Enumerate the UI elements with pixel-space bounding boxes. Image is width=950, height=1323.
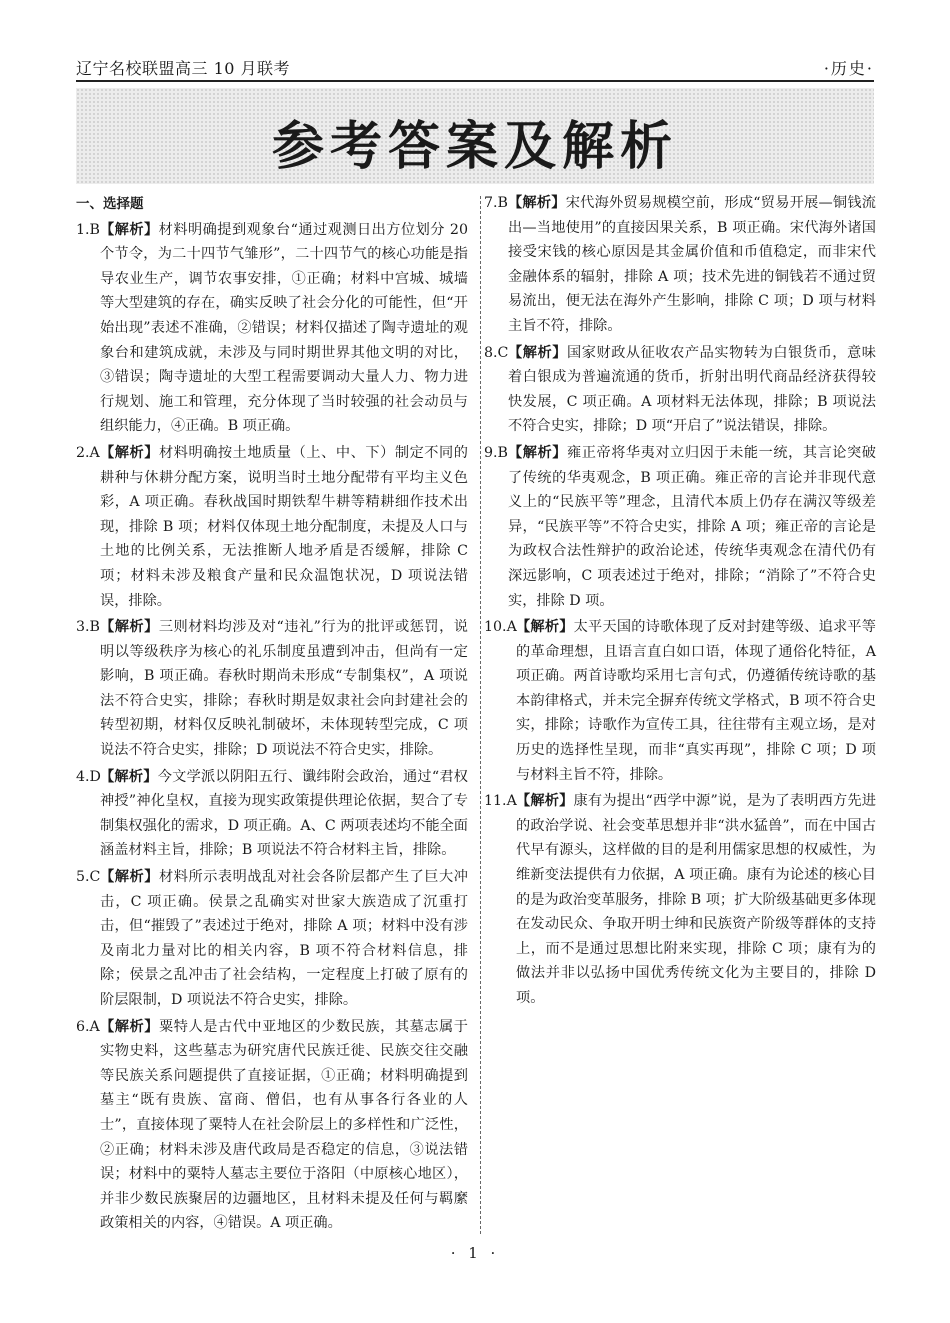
analysis-tag: 【解析】 <box>100 619 159 636</box>
answer-item-8 <box>484 341 876 439</box>
right-column <box>484 191 876 1013</box>
answer-item-11 <box>484 789 876 1010</box>
answer-text: 康有为提出“西学中源”说，是为了表明西方先进的政治学说、社会变革思想并非“洪水猛兽”，而在中国古代早有源头，这样做的目的是利用儒家思想的权威性，为维新变法提供有力依据，A 项正确。康有为论述的核心目的是为政治变革服务，排除 B 项；扩大阶级基础更多体现在发动民众、争取开明士绅和民族资产阶级等群体的支持上，而不是通过思想比附来实现，排除 C 项；康有为的做法并非以弘扬中国优秀传统文化为主要目的，排除 D 项。 <box>516 793 876 1006</box>
page-number: · 1 · <box>450 1244 500 1262</box>
answer-item-2 <box>76 441 468 613</box>
answer-text: 国家财政从征收农产品实物转为白银货币，意味着白银成为普遍流通的货币，折射出明代商品经济获得较快发展，C 项正确。A 项材料无法体现，排除；B 项说法不符合史实，排除；D 项“开启了”说法错误，排除。 <box>508 344 876 435</box>
answer-number: 3.B <box>76 619 100 636</box>
section-heading: 一、选择题 <box>76 196 144 212</box>
answer-text: 材料明确按土地质量（上、中、下）制定不同的耕种与休耕分配方案，说明当时土地分配带有平均主义色彩，A 项正确。春秋战国时期铁犁牛耕等精耕细作技术出现，排除 B 项；材料仅体现土地分配制度，未提及人口与土地的比例关系，无法推断人地矛盾是否缓解，排除 C 项；材料未涉及粮食产量和民众温饱状况，D 项说法错误，排除。 <box>100 444 468 609</box>
answer-text: 今文学派以阴阳五行、谶纬附会政治，通过“君权神授”神化皇权，直接为现实政策提供理论依据，契合了专制集权强化的需求，D 项正确。A、C 两项表述均不能全面涵盖材料主旨，排除；B 项说法不符合材料主旨，排除。 <box>100 768 468 859</box>
answer-item-1 <box>76 218 468 439</box>
answer-number: 4.D <box>76 768 101 785</box>
analysis-tag: 【解析】 <box>100 768 158 785</box>
analysis-tag: 【解析】 <box>516 793 574 810</box>
left-column <box>76 192 468 1238</box>
page-title: 参考答案及解析 <box>271 117 678 177</box>
answer-item-5 <box>76 865 468 1013</box>
answer-item-3 <box>76 615 468 763</box>
column-divider <box>480 196 481 1234</box>
answer-item-7 <box>484 191 876 339</box>
analysis-tag: 【解析】 <box>508 344 567 361</box>
answer-item-6 <box>76 1015 468 1236</box>
analysis-tag: 【解析】 <box>100 869 159 886</box>
answer-number: 5.C <box>76 869 101 886</box>
answer-item-4 <box>76 765 468 863</box>
exam-title: 辽宁名校联盟高三 10 月联考 <box>76 59 291 78</box>
answer-number: 1.B <box>76 221 100 238</box>
answer-number: 7.B <box>484 195 508 211</box>
answer-number: 10.A <box>484 619 517 636</box>
page-header <box>76 52 874 80</box>
answer-number: 8.C <box>484 344 509 361</box>
analysis-tag: 【解析】 <box>100 444 159 461</box>
title-banner <box>76 88 874 184</box>
answer-text: 太平天国的诗歌体现了反对封建等级、追求平等的革命理想，且语言直白如口语，体现了通俗化特征，A 项正确。两首诗歌均采用七言句式，仍遵循传统诗歌的基本韵律格式，并未完全摒弃传统文学格式，B 项不符合史实，排除；诗歌作为宣传工具，往往带有主观立场，是对历史的选择性呈现，而非“真实再现”，排除 C 项；D 项与材料主旨不符，排除。 <box>516 619 876 783</box>
answer-number: 11.A <box>484 793 517 810</box>
header-divider <box>76 80 874 82</box>
answer-number: 9.B <box>484 444 508 461</box>
answer-number: 2.A <box>76 444 100 461</box>
answer-item-9 <box>484 441 876 613</box>
analysis-tag: 【解析】 <box>100 1018 159 1035</box>
answer-text: 雍正帝将华夷对立归因于未能一统，其言论突破了传统的华夷观念，B 项正确。雍正帝的言论并非现代意义上的“民族平等”理念，且清代本质上仍存在满汉等级差异，“民族平等”不符合史实，排除 A 项；雍正帝的言论是为政权合法性辩护的政治论述，传统华夷观念在清代仍有深远影响，C 项表述过于绝对，排除；“消除了”不符合史实，排除 D 项。 <box>508 444 876 609</box>
answer-item-10 <box>484 615 876 787</box>
answer-text: 材料明确提到观象台“通过观测日出方位划分 20 个节令，为二十四节气雏形”，二十四节气的核心功能是指导农业生产，调节农事安排，①正确；材料中宫城、城墙等大型建筑的存在，确实反映了社会分化的可能性，但“开始出现”表述不准确，②错误；材料仅描述了陶寺遗址的观象台和建筑成就，未涉及与同时期世界其他文明的对比，③错误；陶寺遗址的大型工程需要调动大量人力、物力进行规划、施工和管理，充分体现了当时较强的社会动员与组织能力，④正确。B 项正确。 <box>100 221 468 435</box>
answer-text: 宋代海外贸易规模空前，形成“贸易开展—铜钱流出—当地使用”的直接因果关系，B 项正确。宋代海外诸国接受宋钱的核心原因是其金属价值和币值稳定，而非宋代金融体系的辐射，排除 A 项；技术先进的铜钱若不通过贸易流出，便无法在海外产生影响，排除 C 项；D 项与材料主旨不符，排除。 <box>508 195 876 334</box>
analysis-tag: 【解析】 <box>508 444 567 461</box>
answer-text: 材料所示表明战乱对社会各阶层都产生了巨大冲击，C 项正确。侯景之乱确实对世家大族造成了沉重打击，但“摧毁了”表述过于绝对，排除 A 项；材料中没有涉及南北力量对比的相关内容，B 项不符合材料信息，排除；侯景之乱冲击了社会结构，一定程度上打破了原有的阶层限制，D 项说法不符合史实，排除。 <box>100 869 468 1008</box>
analysis-tag: 【解析】 <box>516 619 574 636</box>
subject-label: ·历史· <box>823 59 874 78</box>
analysis-tag: 【解析】 <box>100 221 159 238</box>
answer-number: 6.A <box>76 1018 100 1035</box>
answer-text: 三则材料均涉及对“违礼”行为的批评或惩罚，说明以等级秩序为核心的礼乐制度虽遭到冲击，但尚有一定影响，B 项正确。春秋时期尚未形成“专制集权”，A 项说法不符合史实，排除；春秋时期是奴隶社会向封建社会的转型初期，材料仅反映礼制破坏，未体现转型完成，C 项说法不符合史实，排除；D 项说法不符合史实，排除。 <box>100 619 468 759</box>
analysis-tag: 【解析】 <box>508 195 566 211</box>
answer-text: 粟特人是古代中亚地区的少数民族，其墓志属于实物史料，这些墓志为研究唐代民族迁徙、民族交往交融等民族关系问题提供了直接证据，①正确；材料明确提到墓主“既有贵族、富商、僧侣，也有从事各行各业的人士”，直接体现了粟特人在社会阶层上的多样性和广泛性，②正确；材料未涉及唐代政局是否稳定的信息，③说法错误；材料中的粟特人墓志主要位于洛阳（中原核心地区），并非少数民族聚居的边疆地区，且材料未提及任何与羁縻政策相关的内容，④错误。A 项正确。 <box>100 1018 468 1232</box>
